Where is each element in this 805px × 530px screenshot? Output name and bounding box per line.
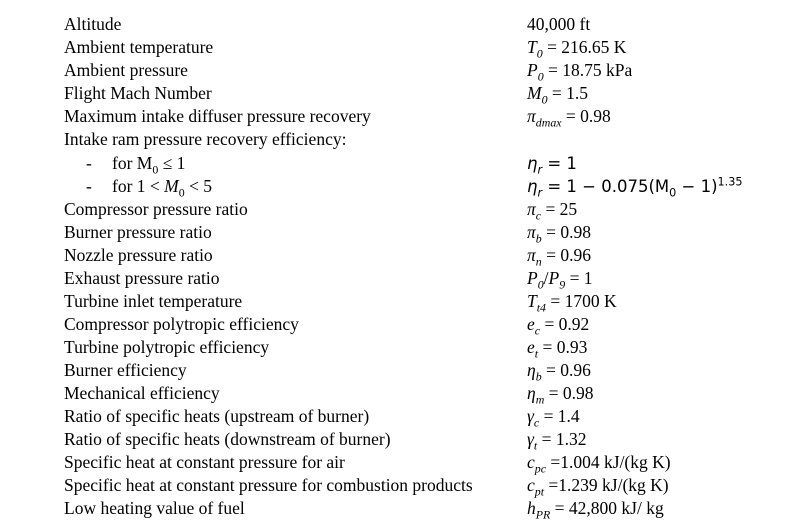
value-ambient-temperature: $T_0 = 216.65$ K (527, 37, 627, 61)
value-altitude: 40,000 ft (527, 14, 591, 34)
row-diffuser-recovery (0, 105, 805, 128)
row-burner-pressure-ratio (0, 221, 805, 244)
row-nozzle-pressure-ratio (0, 244, 805, 267)
label-mechanical-efficiency: Mechanical efficiency (64, 383, 220, 403)
value-flight-mach: $M_0 = 1.5$ (527, 83, 589, 107)
label-exhaust-pressure-ratio: Exhaust pressure ratio (64, 268, 220, 288)
label-burner-pressure-ratio: Burner pressure ratio (64, 222, 212, 242)
row-compressor-pressure-ratio (0, 198, 805, 221)
value-turbine-inlet-temperature: $T_{t4} = 1700$ K (527, 291, 617, 315)
row-burner-efficiency (0, 359, 805, 382)
row-ram-recovery-subsonic (0, 152, 805, 175)
row-specific-heats-downstream (0, 428, 805, 451)
label-specific-heats-downstream: Ratio of specific heats (downstream of burner) (64, 429, 391, 449)
label-ram-recovery-subsonic: - for $M_0 \le 1$ (86, 153, 186, 177)
label-altitude: Altitude (64, 14, 122, 34)
value-nozzle-pressure-ratio: $\pi_n = 0.96$ (527, 245, 591, 269)
row-flight-mach (0, 82, 805, 105)
label-compressor-pressure-ratio: Compressor pressure ratio (64, 199, 248, 219)
value-ram-recovery-supersonic: $\eta_r = 1 - 0.075(M_0 - 1)^{1.35}$ (527, 175, 743, 200)
label-turbine-inlet-temperature: Turbine inlet temperature (64, 291, 243, 311)
value-specific-heat-combustion: $c_{pt} =1.239$ kJ/(kg K) (527, 475, 669, 499)
value-compressor-polytropic-efficiency: $e_c = 0.92$ (527, 314, 590, 338)
label-specific-heats-upstream: Ratio of specific heats (upstream of burner) (64, 406, 370, 426)
label-burner-efficiency: Burner efficiency (64, 360, 187, 380)
row-ambient-pressure (0, 59, 805, 82)
label-compressor-polytropic-efficiency: Compressor polytropic efficiency (64, 314, 299, 334)
label-ram-recovery-supersonic: - for $1 < M_0 < 5$ (86, 176, 213, 200)
value-turbine-polytropic-efficiency: $e_t = 0.93$ (527, 337, 588, 361)
value-burner-pressure-ratio: $\pi_b = 0.98$ (527, 222, 591, 246)
row-exhaust-pressure-ratio (0, 267, 805, 290)
value-ram-recovery-subsonic: $\eta_r = 1$ (527, 154, 577, 177)
row-turbine-inlet-temperature (0, 290, 805, 313)
value-exhaust-pressure-ratio: $P_0/P_9 = 1$ (527, 268, 593, 292)
label-fuel-heating-value: Low heating value of fuel (64, 498, 245, 518)
label-specific-heat-air: Specific heat at constant pressure for air (64, 452, 345, 472)
label-ambient-temperature: Ambient temperature (64, 37, 214, 57)
row-compressor-polytropic-efficiency (0, 313, 805, 336)
label-specific-heat-combustion: Specific heat at constant pressure for combustion products (64, 475, 473, 495)
value-mechanical-efficiency: $\eta_m = 0.98$ (527, 383, 594, 407)
value-burner-efficiency: $\eta_b = 0.96$ (527, 360, 591, 384)
row-ram-recovery-supersonic (0, 175, 805, 198)
row-altitude (0, 13, 805, 36)
row-specific-heat-air (0, 451, 805, 474)
label-nozzle-pressure-ratio: Nozzle pressure ratio (64, 245, 213, 265)
row-fuel-heating-value (0, 497, 805, 520)
row-ram-recovery-heading (0, 128, 805, 151)
label-ram-recovery-heading: Intake ram pressure recovery efficiency: (64, 129, 347, 149)
row-specific-heat-combustion (0, 474, 805, 497)
value-ambient-pressure: $P_0 = 18.75$ kPa (527, 60, 633, 84)
label-ambient-pressure: Ambient pressure (64, 60, 188, 80)
value-specific-heats-upstream: $\gamma_c = 1.4$ (527, 406, 580, 430)
value-fuel-heating-value: $h_{PR} = 42,800$ kJ/ kg (527, 498, 664, 522)
value-compressor-pressure-ratio: $\pi_c = 25$ (527, 199, 578, 223)
row-ambient-temperature (0, 36, 805, 59)
value-specific-heats-downstream: $\gamma_t = 1.32$ (527, 429, 587, 453)
label-flight-mach: Flight Mach Number (64, 83, 212, 103)
row-mechanical-efficiency (0, 382, 805, 405)
value-diffuser-recovery: $\pi_{dmax} = 0.98$ (527, 106, 611, 130)
row-specific-heats-upstream (0, 405, 805, 428)
row-turbine-polytropic-efficiency (0, 336, 805, 359)
label-turbine-polytropic-efficiency: Turbine polytropic efficiency (64, 337, 270, 357)
label-diffuser-recovery: Maximum intake diffuser pressure recovery (64, 106, 371, 126)
value-specific-heat-air: $c_{pc} =1.004$ kJ/(kg K) (527, 452, 671, 476)
